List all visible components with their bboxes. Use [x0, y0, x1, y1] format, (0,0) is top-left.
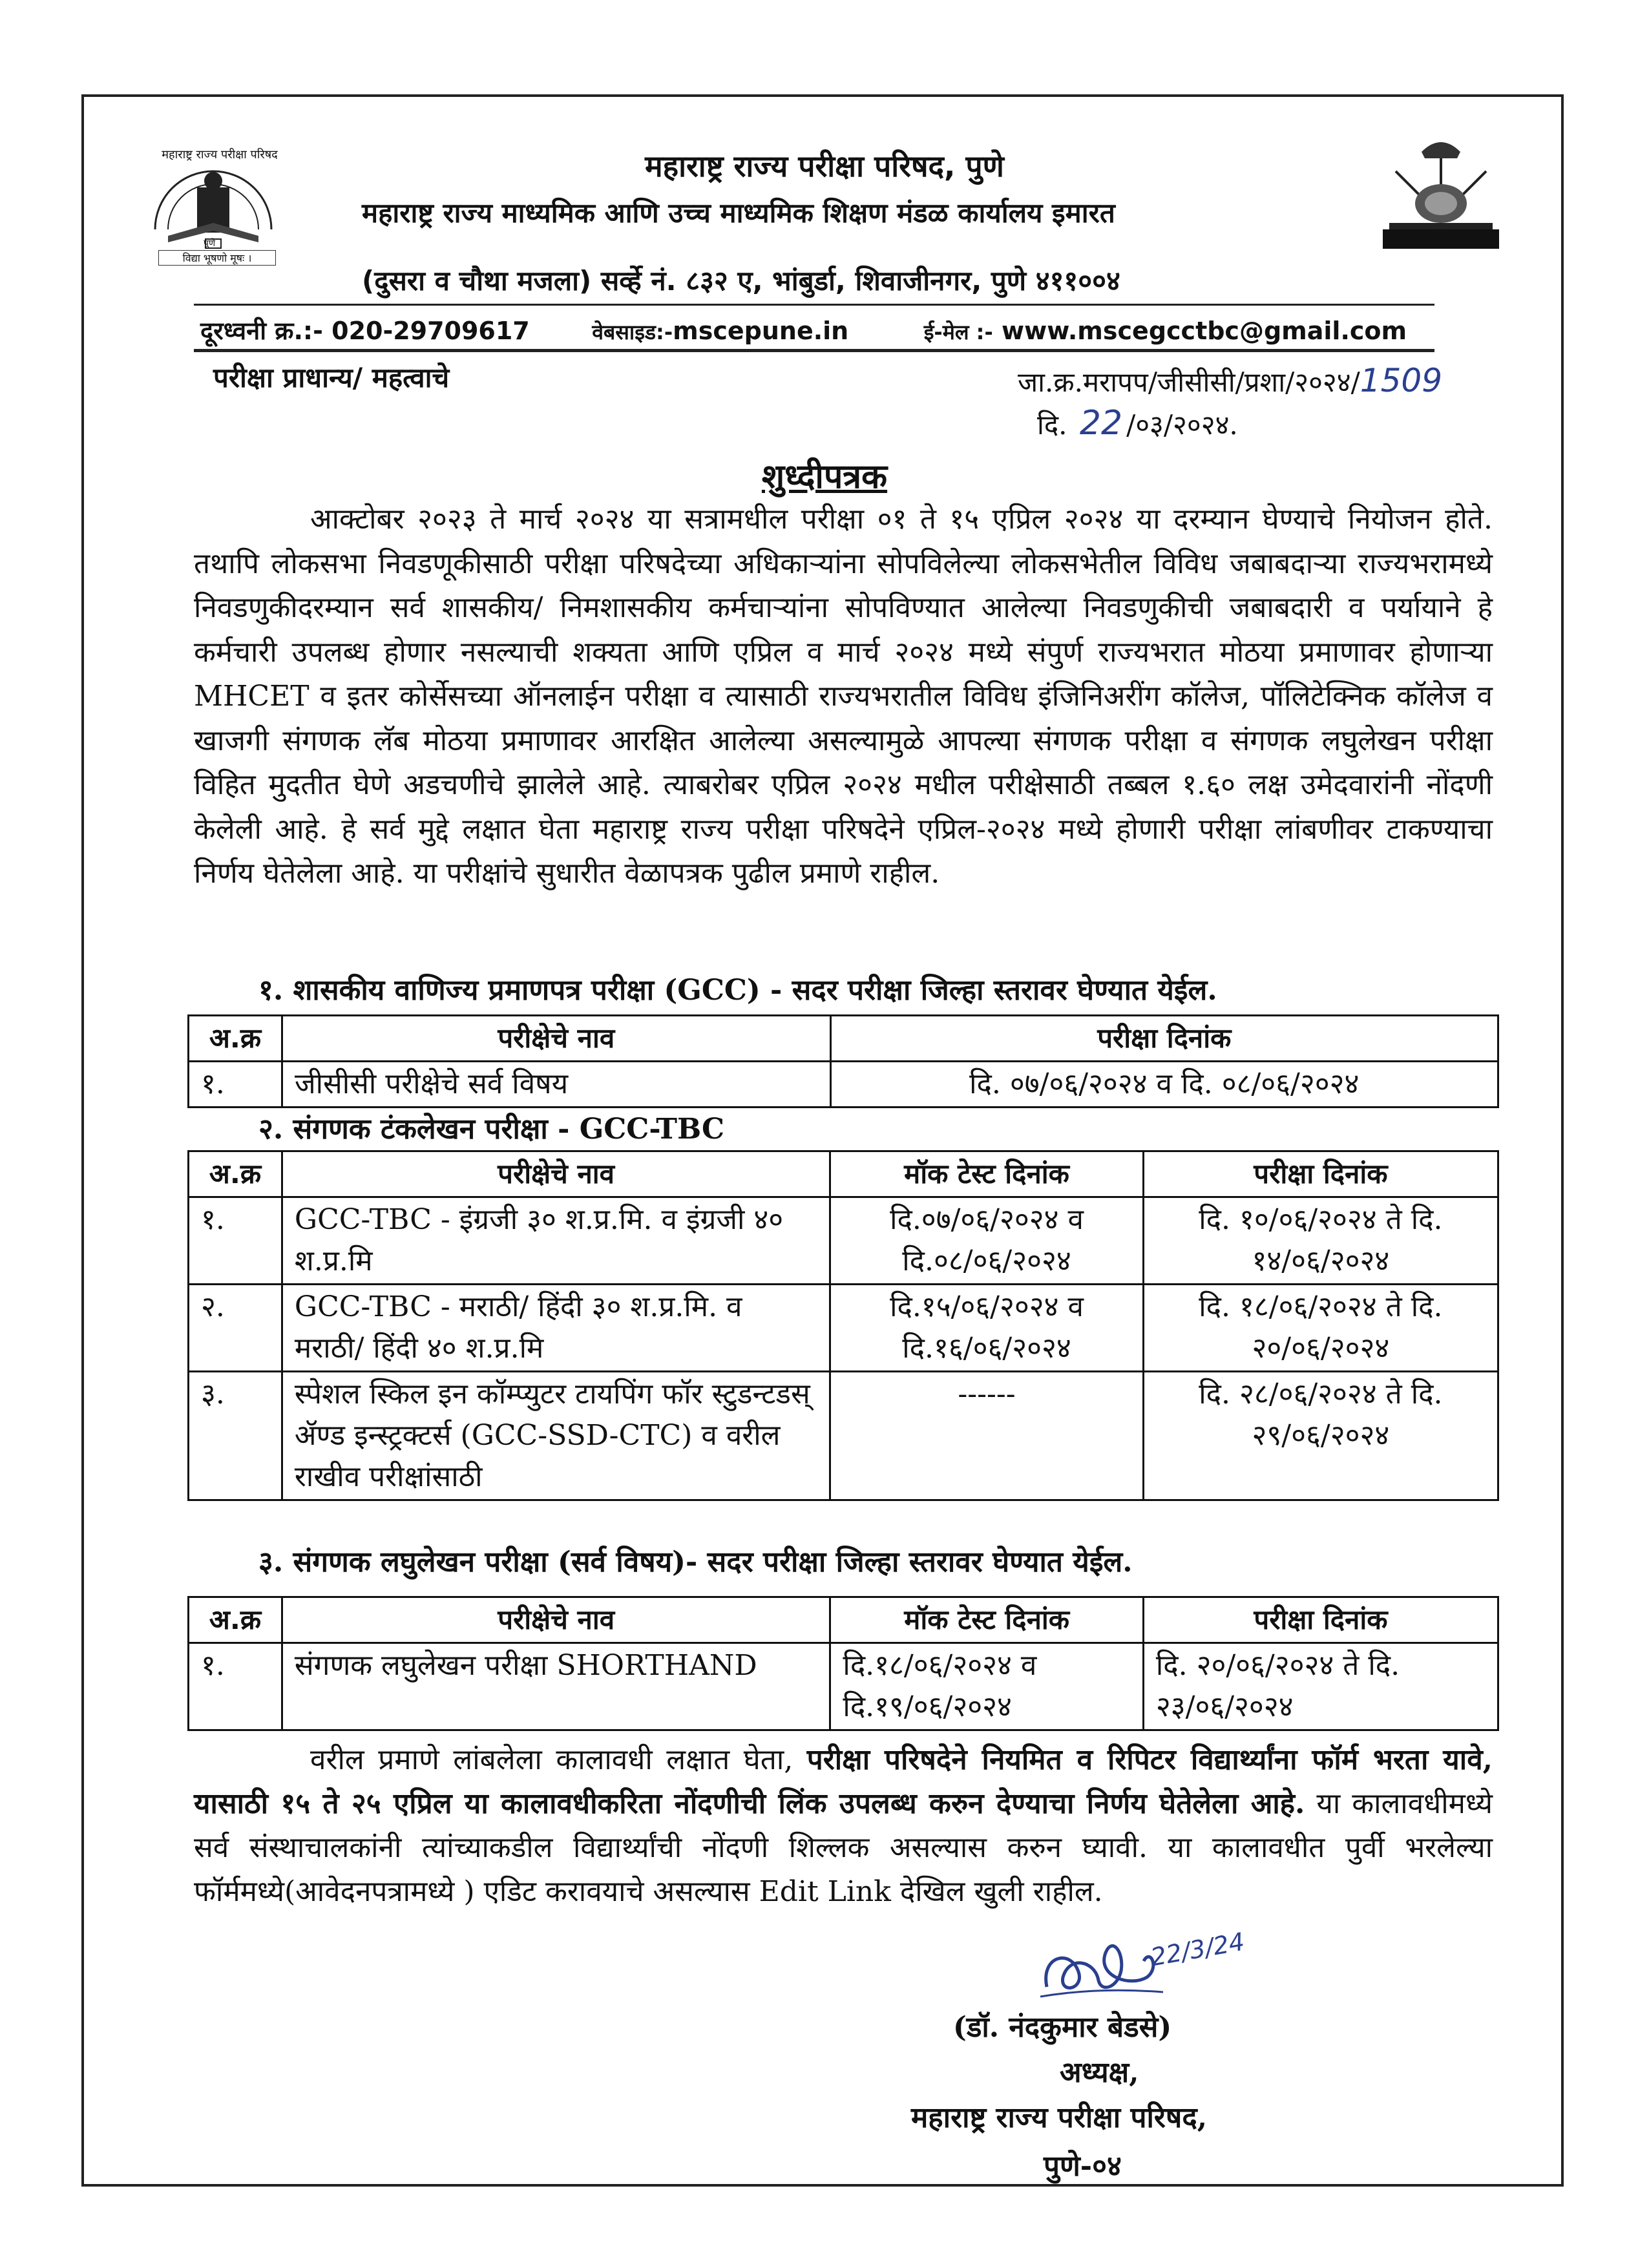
table-cell: दि. १८/०६/२०२४ ते दि. २०/०६/२०२४	[1143, 1285, 1498, 1372]
letter-date	[1037, 404, 1238, 443]
website: mscepune.in	[673, 317, 849, 345]
website-label: वेबसाइड:-	[592, 320, 673, 344]
reference-prefix: जा.क्र.मरापप/जीसीसी/प्रशा/२०२४/	[1018, 366, 1360, 398]
table-cell: १.	[189, 1643, 282, 1730]
signatory-organization: महाराष्ट्र राज्य परीक्षा परिषद,	[911, 2101, 1208, 2134]
reference-handwritten: 1509	[1360, 362, 1443, 399]
table-header-row	[189, 1016, 1498, 1062]
section3-heading: ३. संगणक लघुलेखन परीक्षा (सर्व विषय)- सदर परीक्षा जिल्हा स्तरावर घेण्यात येईल.	[258, 1546, 1133, 1579]
email-label: ई-मेल :-	[923, 320, 993, 344]
intro-paragraph: आक्टोबर २०२३ ते मार्च २०२४ या सत्रामधील परीक्षा ०१ ते १५ एप्रिल २०२४ या दरम्यान घेण्याचे नियोजन होते. तथापि लोकसभा निवडणूकीसाठी परीक्षा परिषदेच्या अधिकाऱ्यांना सोपविलेल्या लोकसभेतील विविध जबाबदाऱ्या राज्यभरामध्ये निवडणुकीदरम्यान सर्व शासकीय/ निमशासकीय कर्मचाऱ्यांना सोपविण्यात आलेल्या निवडणुकीची जबाबदारी व पर्यायाने हे कर्मचारी उपलब्ध होणार नसल्याची शक्यता आणि एप्रिल व मार्च २०२४ मध्ये संपुर्ण राज्यभरात मोठया प्रमाणावर होणाऱ्या MHCET व इतर कोर्सेसच्या ऑनलाईन परीक्षा व त्यासाठी राज्यभरातील विविध इंजिनिअरींग कॉलेज, पॉलिटेक्निक कॉलेज व खाजगी संगणक लॅब मोठया प्रमाणावर आरक्षित आलेल्या असल्यामुळे आपल्या संगणक परीक्षा व संगणक लघुलेखन परीक्षा विहित मुदतीत घेणे अडचणीचे झालेले आहे. त्याबरोबर एप्रिल २०२४ मधील परीक्षेसाठी तब्बल १.६० लक्ष उमेदवारांनी नोंदणी केलेली आहे. हे सर्व मुद्दे लक्षात घेता महाराष्ट्र राज्य परीक्षा परिषदेने एप्रिल-२०२४ मध्ये होणारी परीक्षा लांबणीवर टाकण्याचा निर्णय घेतेलेला आहे. या परीक्षांचे सुधारीत वेळापत्रक पुढील प्रमाणे राहील.	[194, 503, 1493, 890]
table-cell: GCC-TBC - इंग्रजी ३० श.प्र.मि. व इंग्रजी ४० श.प्र.मि	[282, 1197, 830, 1285]
col-header: परीक्षेचे नाव	[282, 1151, 830, 1197]
col-header: परीक्षा दिनांक	[830, 1016, 1498, 1062]
table-row	[189, 1062, 1498, 1108]
table-row	[189, 1372, 1498, 1500]
signatory-name: (डॉ. नंदकुमार बेडसे)	[953, 2011, 1172, 2044]
table-cell: १.	[189, 1062, 282, 1108]
closing-text: वरील प्रमाणे लांबलेला कालावधी लक्षात घेता,	[310, 1743, 807, 1776]
left-logo-motto: विद्या भूषणो मूषः ।	[158, 250, 276, 266]
signatory-city: पुणे-०४	[1044, 2150, 1122, 2183]
table-header-row	[189, 1597, 1498, 1643]
date-suffix: /०३/२०२४.	[1126, 409, 1238, 441]
section1-table	[187, 1014, 1499, 1108]
table-cell: ३.	[189, 1372, 282, 1500]
table-cell: ------	[830, 1372, 1144, 1500]
table-cell: २.	[189, 1285, 282, 1372]
col-header: अ.क्र	[189, 1016, 282, 1062]
closing-bold-text: परीक्षा परिषदेने नियमित व रिपिटर विद्यार्थ्यांना फॉर्म भरता यावे, यासाठी १५ ते २५ एप्रिल या कालावधीकरिता नोंदणीची लिंक उपलब्ध करुन देण्याचा निर्णय घेतेलेला आहे.	[194, 1743, 1493, 1820]
table-cell: दि.१८/०६/२०२४ व दि.१९/०६/२०२४	[830, 1643, 1143, 1730]
section3-table	[187, 1596, 1499, 1731]
table-cell: जीसीसी परीक्षेचे सर्व विषय	[282, 1062, 830, 1108]
header-rule-bottom	[194, 349, 1434, 352]
table-row	[189, 1197, 1498, 1285]
col-header: परीक्षेचे नाव	[282, 1597, 830, 1643]
table-cell: दि. २०/०६/२०२४ ते दि. २३/०६/२०२४	[1143, 1643, 1498, 1730]
col-header: मॉक टेस्ट दिनांक	[830, 1597, 1143, 1643]
col-header: परीक्षा दिनांक	[1143, 1151, 1498, 1197]
table-row	[189, 1285, 1498, 1372]
table-cell: दि.०७/०६/२०२४ व दि.०८/०६/२०२४	[830, 1197, 1144, 1285]
phone-label: दूरध्वनी क्र.:-	[200, 317, 323, 345]
signature-scribble	[1034, 1916, 1292, 2013]
col-header: मॉक टेस्ट दिनांक	[830, 1151, 1144, 1197]
table-cell: स्पेशल स्किल इन कॉम्प्युटर टायपिंग फॉर स्टुडन्टडस् ॲण्ड इन्स्ट्रक्टर्स (GCC-SSD-CTC) व वरील राखीव परीक्षांसाठी	[282, 1372, 830, 1500]
section1-heading: १. शासकीय वाणिज्य प्रमाणपत्र परीक्षा (GCC) - सदर परीक्षा जिल्हा स्तरावर घेण्यात येईल.	[258, 974, 1217, 1007]
section2-heading: २. संगणक टंकलेखन परीक्षा - GCC-TBC	[258, 1113, 725, 1146]
header-rule-top	[194, 304, 1434, 306]
left-logo-city: पुणे	[204, 238, 216, 249]
table-cell: संगणक लघुलेखन परीक्षा SHORTHAND	[282, 1643, 830, 1730]
phone-number: 020-29709617	[331, 317, 530, 345]
org-address-line2: (दुसरा व चौथा मजला) सर्व्हे नं. ८३२ ए, भांबुर्डा, शिवाजीनगर, पुणे ४११००४	[362, 265, 1120, 297]
col-header: अ.क्र	[189, 1597, 282, 1643]
table-cell: दि.१५/०६/२०२४ व दि.१६/०६/२०२४	[830, 1285, 1144, 1372]
signature-date: 22/3/24	[1148, 1927, 1247, 1972]
org-name: महाराष्ट्र राज्य परीक्षा परिषद, पुणे	[645, 149, 1004, 184]
table-row	[189, 1643, 1498, 1730]
col-header: परीक्षा दिनांक	[1143, 1597, 1498, 1643]
table-header-row	[189, 1151, 1498, 1197]
priority-label: परीक्षा प्राधान्य/ महत्वाचे	[213, 362, 450, 394]
date-prefix: दि.	[1037, 409, 1067, 441]
signatory-designation: अध्यक्ष,	[1060, 2056, 1139, 2089]
table-cell: GCC-TBC - मराठी/ हिंदी ३० श.प्र.मि. व मराठी/ हिंदी ४० श.प्र.मि	[282, 1285, 830, 1372]
section2-table	[187, 1150, 1499, 1501]
email: www.mscegcctbc@gmail.com	[1001, 317, 1407, 345]
table-cell: १.	[189, 1197, 282, 1285]
reference-number	[1018, 362, 1442, 400]
table-cell: दि. १०/०६/२०२४ ते दि. १४/०६/२०२४	[1143, 1197, 1498, 1285]
date-handwritten: 22	[1079, 404, 1123, 443]
table-cell: दि. ०७/०६/२०२४ व दि. ०८/०६/२०२४	[830, 1062, 1498, 1108]
col-header: परीक्षेचे नाव	[282, 1016, 830, 1062]
document-title: शुध्दीपत्रक	[761, 457, 888, 496]
closing-text: या कालावधीमध्ये सर्व संस्थाचालकांनी त्यांच्याकडील विद्यार्थ्यांची नोंदणी शिल्लक असल्यास करुन घ्यावी. या कालावधीत पुर्वी भरलेल्या फॉर्ममध्ये(आवेदनपत्रामध्ये ) एडिट करावयाचे असल्यास Edit Link देखिल खुली राहील.	[194, 1787, 1493, 1908]
table-cell: दि. २८/०६/२०२४ ते दि. २९/०६/२०२४	[1143, 1372, 1498, 1500]
left-logo-ring-text: महाराष्ट्र राज्य परीक्षा परिषद	[162, 148, 278, 162]
contact-line	[200, 313, 1407, 347]
col-header: अ.क्र	[189, 1151, 282, 1197]
org-address-line1: महाराष्ट्र राज्य माध्यमिक आणि उच्च माध्यमिक शिक्षण मंडळ कार्यालय इमारत	[362, 197, 1115, 229]
closing-paragraph	[194, 1738, 1493, 1914]
